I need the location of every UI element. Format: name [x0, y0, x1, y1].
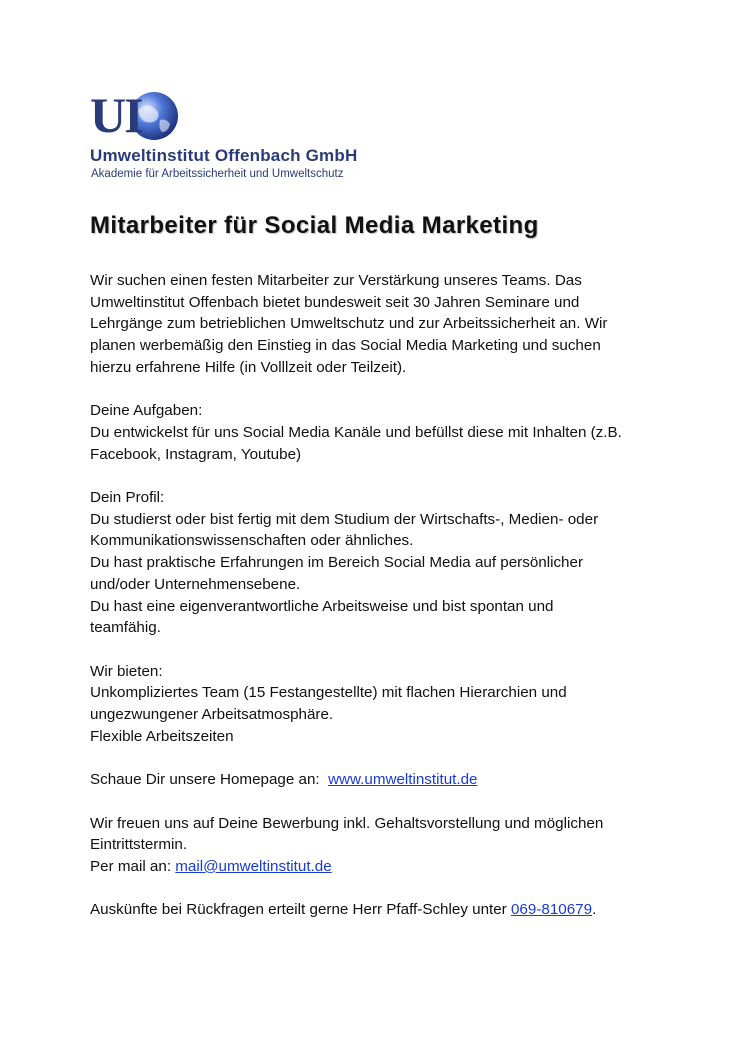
intro-line: hierzu erfahrene Hilfe (in Volllzeit oder Teilzeit).	[90, 358, 407, 376]
email-link[interactable]: mail@umweltinstitut.de	[175, 857, 332, 875]
offer-line: Flexible Arbeitszeiten	[90, 727, 234, 745]
homepage-line	[90, 769, 670, 791]
profile-line: Du hast praktische Erfahrungen im Bereich Social Media auf persönlicher	[90, 554, 584, 572]
application-line: Wir freuen uns auf Deine Bewerbung inkl. Gehaltsvorstellung und möglichen	[90, 814, 604, 832]
company-tagline: Akademie für Arbeitssicherheit und Umweltschutz	[91, 168, 344, 180]
company-name: Umweltinstitut Offenbach GmbH	[90, 146, 358, 165]
offer-line: Unkompliziertes Team (15 Festangestellte) mit flachen Hierarchien und	[90, 684, 567, 702]
intro-line: Lehrgänge zum betrieblichen Umweltschutz und zur Arbeitssicherheit an. Wir	[90, 315, 608, 333]
profile-heading: Dein Profil:	[90, 489, 165, 506]
profile-line: und/oder Unternehmensebene.	[90, 575, 301, 593]
intro-line: planen werbemäßig den Einstieg in das Social Media Marketing und suchen	[90, 337, 601, 355]
tasks-heading: Deine Aufgaben:	[90, 402, 203, 420]
tasks-line: Facebook, Instagram, Youtube)	[90, 445, 302, 463]
contact-line	[90, 899, 670, 921]
homepage-text: Schaue Dir unsere Homepage an:	[90, 771, 320, 789]
intro-line: Umweltinstitut Offenbach bietet bundesweit seit 30 Jahren Seminare und	[90, 293, 580, 311]
offer-line: ungezwungener Arbeitsatmosphäre.	[90, 706, 334, 724]
homepage-link[interactable]: www.umweltinstitut.de	[328, 771, 478, 789]
profile-line: teamfähig.	[90, 619, 161, 637]
tasks-line: Du entwickelst für uns Social Media Kanäle und befüllst diese mit Inhalten (z.B.	[90, 423, 622, 441]
intro-line: Wir suchen einen festen Mitarbeiter zur Verstärkung unseres Teams. Das	[90, 272, 582, 289]
profile-line: Kommunikationswissenschaften oder ähnliches.	[90, 532, 414, 550]
profile-line: Du hast eine eigenverantwortliche Arbeitsweise und bist spontan und	[90, 597, 554, 615]
page-title: Mitarbeiter für Social Media Marketing	[90, 212, 539, 239]
application-line: Eintrittstermin.	[90, 836, 188, 854]
contact-text: Auskünfte bei Rückfragen erteilt gerne Herr Pfaff-Schley unter	[90, 901, 507, 919]
phone-link[interactable]: 069-810679	[510, 901, 593, 919]
document-body	[90, 270, 670, 921]
mail-line	[90, 856, 670, 878]
contact-end: .	[592, 901, 597, 919]
mail-text: Per mail an:	[90, 857, 172, 875]
company-logo	[90, 87, 185, 143]
logo-letters: UI	[90, 87, 142, 143]
offer-heading: Wir bieten:	[90, 662, 163, 680]
profile-line: Du studierst oder bist fertig mit dem Studium der Wirtschafts-, Medien- oder	[90, 510, 599, 528]
